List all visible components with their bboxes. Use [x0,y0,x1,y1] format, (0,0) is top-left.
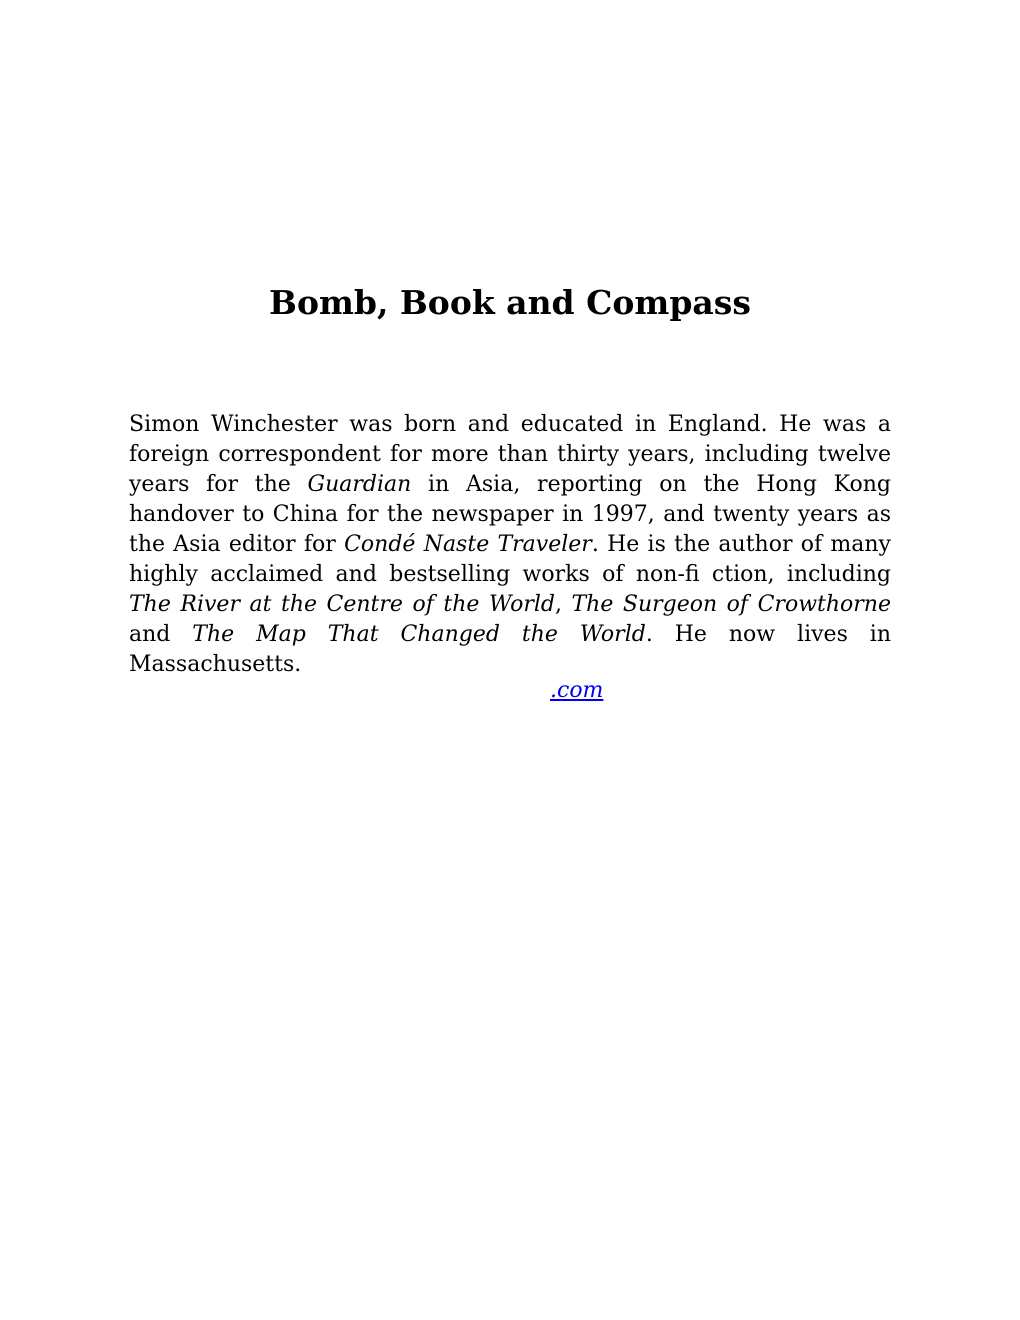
bio-text: Simon Winchester was born and educated in England. He was a foreign correspondent for more than thirty years, including twelve years for the [129,412,891,497]
author-bio [129,410,891,680]
bio-text: in Asia, reporting on the Hong Kong handover to China for the newspaper in 1997, and twenty years as the Asia editor for [129,472,891,557]
bio-italic-map: The Map That Changed the World [192,622,646,647]
bio-italic-river: The River at the Centre of the World [129,592,555,617]
bio-text: . He now lives in Massachusetts. [129,622,891,677]
bio-text: . He is the author of many highly acclaimed and bestselling works of non-fi ction, including [129,532,891,587]
bio-italic-conde-naste: Condé Naste Traveler [344,532,592,557]
page-title: Bomb, Book and Compass [269,283,751,322]
bio-text: and [129,622,193,647]
website-link[interactable]: .com [550,678,604,703]
bio-text: , [554,592,572,617]
bio-italic-guardian: Guardian [307,472,412,497]
bio-italic-surgeon: The Surgeon of Crowthorne [571,592,891,617]
